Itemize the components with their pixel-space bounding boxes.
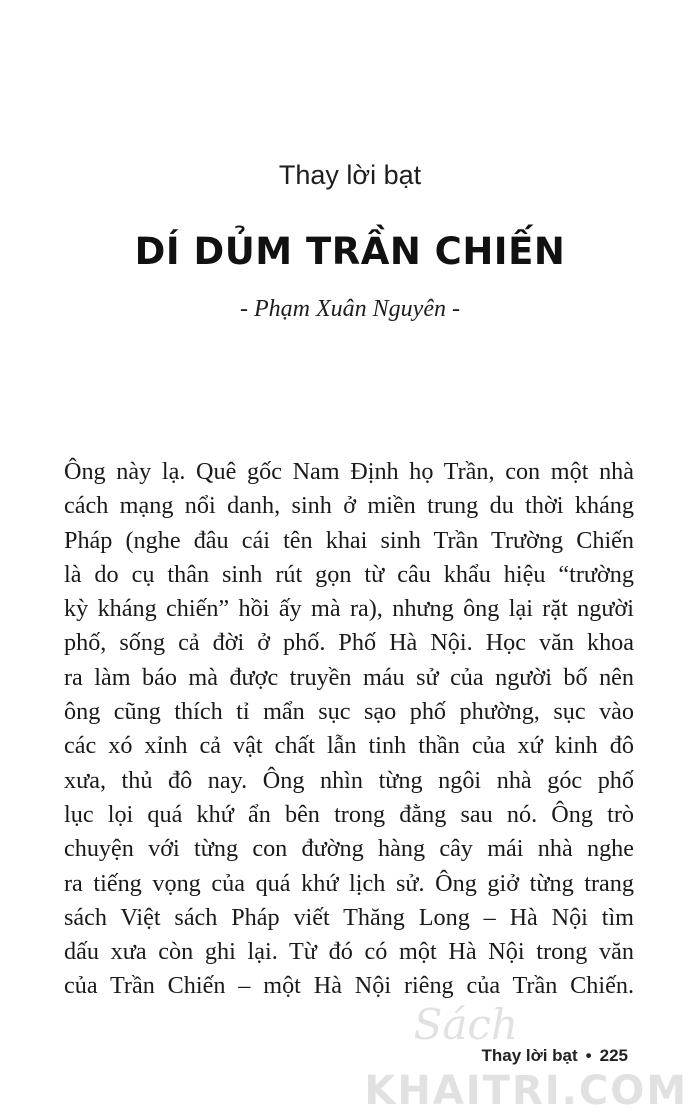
chapter-title: DÍ DỦM TRẦN CHIẾN xyxy=(134,230,566,273)
body-line: phố, sống cả đời ở phố. Phố Hà Nội. Học văn khoa xyxy=(64,629,634,657)
body-line: dấu xưa còn ghi lại. Từ đó có một Hà Nội trong văn xyxy=(64,938,634,966)
body-line: chuyện với từng con đường hàng cây mái nhà nghe xyxy=(64,835,634,863)
page-footer xyxy=(482,1046,628,1066)
body-line: ông cũng thích tỉ mẩn sục sạo phố phường, sục vào xyxy=(64,698,634,726)
body-line: kỳ kháng chiến” hồi ấy mà ra), nhưng ông lại rặt người xyxy=(64,595,634,623)
body-line: Ông này lạ. Quê gốc Nam Định họ Trần, con một nhà xyxy=(64,458,634,485)
body-line: Pháp (nghe đâu cái tên khai sinh Trần Trường Chiến xyxy=(64,526,634,554)
page-number: 225 xyxy=(599,1046,628,1065)
body-line: của Trần Chiến – một Hà Nội riêng của Trần Chiến. xyxy=(64,972,634,1000)
footer-separator: • xyxy=(585,1046,592,1065)
body-line: sách Việt sách Pháp viết Thăng Long – Hà Nội tìm xyxy=(64,903,634,931)
chapter-subtitle: Thay lời bạt xyxy=(278,160,422,190)
body-paragraph xyxy=(64,455,634,1004)
watermark-script: Sách xyxy=(413,1000,518,1049)
body-line: là do cụ thân sinh rút gọn từ câu khẩu hiệu “trường xyxy=(64,560,634,588)
body-line: các xó xỉnh cả vật chất lẫn tinh thần của xứ kinh đô xyxy=(64,732,634,760)
author-byline: - Phạm Xuân Nguyên - xyxy=(240,296,460,322)
body-line: cách mạng nổi danh, sinh ở miền trung du thời kháng xyxy=(64,492,634,520)
body-line: ra tiếng vọng của quá khứ lịch sử. Ông giở từng trang xyxy=(64,869,634,897)
watermark-brand: KHAITRI.COM xyxy=(364,1068,688,1114)
running-title: Thay lời bạt xyxy=(481,1046,578,1065)
body-line: ra làm báo mà được truyền máu sử của người bố nên xyxy=(64,663,634,691)
body-line: xưa, thủ đô nay. Ông nhìn từng ngôi nhà góc phố xyxy=(64,766,634,794)
body-line: lục lọi quá khứ ẩn bên trong đằng sau nó. Ông trò xyxy=(64,800,634,828)
